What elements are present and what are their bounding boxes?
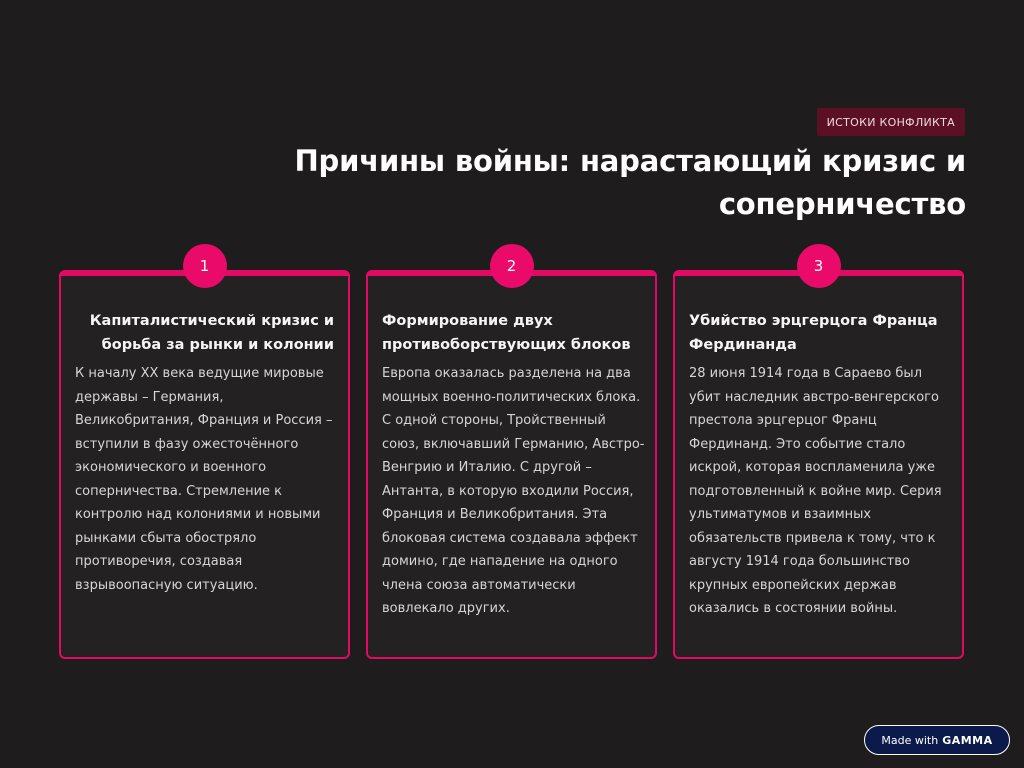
card-number-badge: 3 [797,244,841,288]
card-title: Капиталистический кризис и борьба за рынки и колонии [89,313,334,353]
made-with-gamma-button[interactable] [864,725,1010,755]
gamma-logo: GAMMA [942,733,993,747]
card-title: Убийство эрцгерцога Франца Фердинанда [689,313,938,353]
card-body: Европа оказалась разделена на два мощных военно-политических блока. С одной стороны, Тройственный союз, включавший Германию, Австро-Венгрию и Италию. С другой – Антанта, в которую входили Россия, Франция и Великобритания. Эта блоковая система создавала эффект домино, где нападение на одного члена союза автоматически вовлекало других. [382,366,645,616]
card-number-badge: 2 [490,244,534,288]
card-title: Формирование двух противоборствующих блоков [382,313,631,353]
section-tag: ИСТОКИ КОНФЛИКТА [817,108,965,136]
page-title: Причины войны: нарастающий кризис и соперничество [294,144,966,221]
card-2 [366,257,657,659]
card-1 [59,257,350,659]
made-with-label: Made with [881,733,939,747]
card-body: 28 июня 1914 года в Сараево был убит наследник австро-венгерского престола эрцгерцог Франц Фердинанд. Это событие стало искрой, которая воспламенила уже подготовленный к войне мир. Серия ультиматумов и взаимных обязательств привела к тому, что к августу 1914 года большинство крупных европейских держав оказались в состоянии войны. [689,366,942,616]
cards-row [59,257,965,659]
card-body: К началу XX века ведущие мировые державы – Германия, Великобритания, Франция и Россия – вступили в фазу ожесточённого экономического и военного соперничества. Стремление к контролю над колониями и новыми рынками сбыта обостряло противоречия, создавая взрывоопасную ситуацию. [75,366,333,593]
card-3 [673,257,964,659]
card-number-badge: 1 [183,244,227,288]
